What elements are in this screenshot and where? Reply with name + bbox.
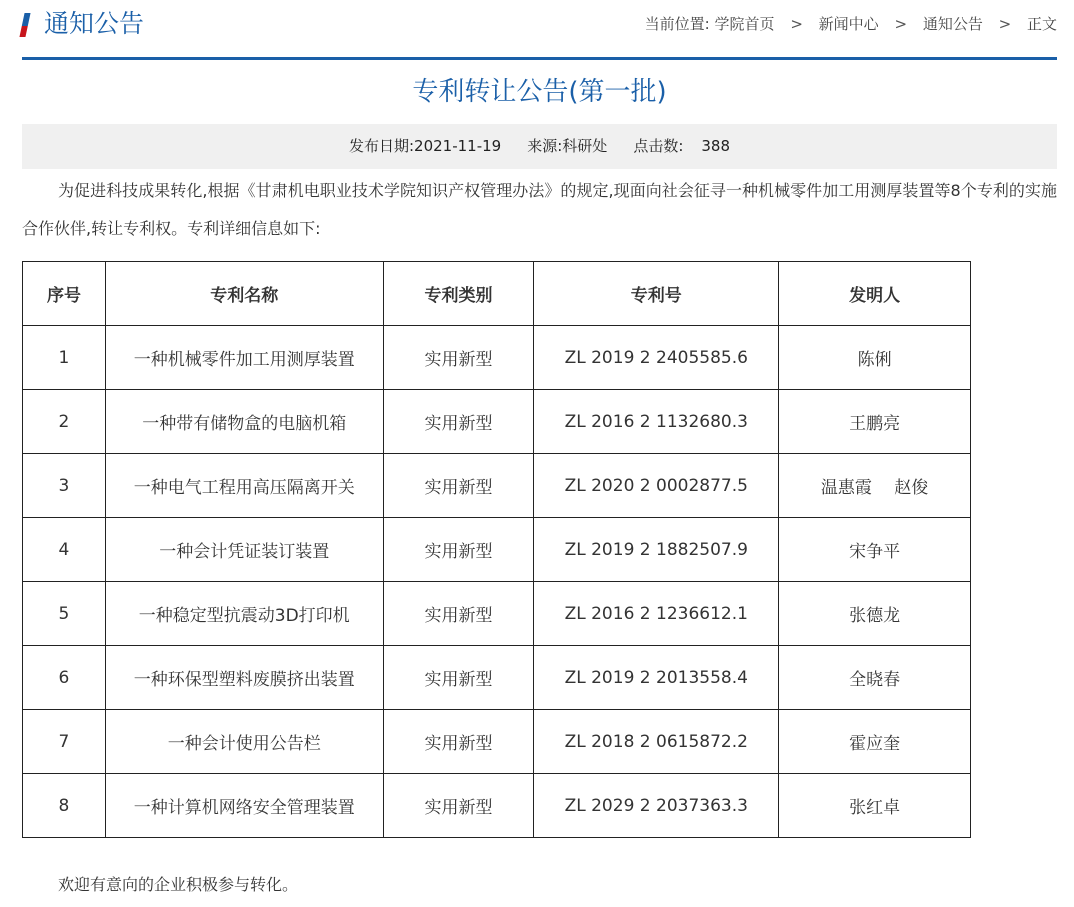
- cell-patent-number: ZL 2029 2 2037363.3: [534, 774, 779, 838]
- breadcrumb-news-link[interactable]: 新闻中心: [818, 15, 879, 33]
- header-inventor: 发明人: [779, 262, 971, 326]
- cell-inventor: 温惠霞 赵俊: [779, 454, 971, 518]
- cell-patent-type: 实用新型: [383, 582, 534, 646]
- cell-patent-name: 一种带有储物盒的电脑机箱: [105, 390, 383, 454]
- cell-inventor: 陈俐: [779, 326, 971, 390]
- breadcrumb-separator: >: [998, 15, 1012, 33]
- table-row: [23, 518, 971, 582]
- table-header-row: [23, 262, 971, 326]
- cell-patent-name: 一种稳定型抗震动3D打印机: [105, 582, 383, 646]
- cell-patent-type: 实用新型: [383, 518, 534, 582]
- cell-inventor: 张红卓: [779, 774, 971, 838]
- table-row: [23, 390, 971, 454]
- section-marker-icon: [19, 13, 30, 37]
- section-title: 通知公告: [44, 9, 145, 38]
- cell-inventor: 张德龙: [779, 582, 971, 646]
- cell-patent-type: 实用新型: [383, 454, 534, 518]
- cell-patent-name: 一种环保型塑料废膜挤出装置: [105, 646, 383, 710]
- cell-patent-number: ZL 2019 2 2013558.4: [534, 646, 779, 710]
- cell-index: 3: [23, 454, 106, 518]
- table-row: [23, 454, 971, 518]
- cell-index: 2: [23, 390, 106, 454]
- article-meta: [22, 124, 1057, 169]
- intro-paragraph: 为促进科技成果转化,根据《甘肃机电职业技术学院知识产权管理办法》的规定,现面向社会征寻一种机械零件加工用测厚装置等8个专利的实施合作伙伴,转让专利权。专利详细信息如下:: [22, 181, 1057, 238]
- cell-inventor: 全晓春: [779, 646, 971, 710]
- cell-patent-type: 实用新型: [383, 390, 534, 454]
- header-patent-name: 专利名称: [105, 262, 383, 326]
- cell-inventor: 王鹏亮: [779, 390, 971, 454]
- date-label: 发布日期:: [348, 137, 415, 155]
- header-index: 序号: [23, 262, 106, 326]
- cell-patent-number: ZL 2020 2 0002877.5: [534, 454, 779, 518]
- header-patent-type: 专利类别: [383, 262, 534, 326]
- cell-patent-type: 实用新型: [383, 646, 534, 710]
- table-row: [23, 710, 971, 774]
- cell-patent-name: 一种计算机网络安全管理装置: [105, 774, 383, 838]
- breadcrumb-home-link[interactable]: 学院首页: [714, 15, 775, 33]
- cell-patent-name: 一种电气工程用高压隔离开关: [105, 454, 383, 518]
- cell-index: 4: [23, 518, 106, 582]
- cell-index: 8: [23, 774, 106, 838]
- breadcrumb-notices-link[interactable]: 通知公告: [922, 15, 983, 33]
- cell-patent-name: 一种会计使用公告栏: [105, 710, 383, 774]
- table-row: [23, 582, 971, 646]
- cell-patent-number: ZL 2018 2 0615872.2: [534, 710, 779, 774]
- article-title: 专利转让公告(第一批): [412, 77, 667, 107]
- cell-index: 7: [23, 710, 106, 774]
- cell-patent-number: ZL 2016 2 1236612.1: [534, 582, 779, 646]
- cell-patent-number: ZL 2016 2 1132680.3: [534, 390, 779, 454]
- header-patent-number: 专利号: [534, 262, 779, 326]
- click-count: 388: [701, 137, 731, 155]
- breadcrumb-separator: >: [790, 15, 803, 33]
- patent-table: [22, 261, 971, 838]
- source-value: 科研处: [562, 137, 608, 155]
- cell-inventor: 宋争平: [779, 518, 971, 582]
- cell-patent-name: 一种机械零件加工用测厚装置: [105, 326, 383, 390]
- breadcrumb: [645, 12, 1057, 36]
- publish-date: 2021-11-19: [414, 137, 502, 155]
- table-row: [23, 774, 971, 838]
- breadcrumb-separator: >: [894, 15, 908, 33]
- cell-inventor: 霍应奎: [779, 710, 971, 774]
- cell-index: 1: [23, 326, 106, 390]
- cell-patent-name: 一种会计凭证装订装置: [105, 518, 383, 582]
- source-label: 来源:: [527, 137, 563, 155]
- table-row: [23, 326, 971, 390]
- cell-patent-number: ZL 2019 2 2405585.6: [534, 326, 779, 390]
- table-row: [23, 646, 971, 710]
- closing-paragraph: 欢迎有意向的企业积极参与转化。: [58, 875, 299, 894]
- cell-patent-number: ZL 2019 2 1882507.9: [534, 518, 779, 582]
- breadcrumb-current: 正文: [1026, 15, 1057, 33]
- cell-patent-type: 实用新型: [383, 326, 534, 390]
- page-header: [22, 0, 1057, 60]
- cell-patent-type: 实用新型: [383, 710, 534, 774]
- cell-index: 6: [23, 646, 106, 710]
- breadcrumb-prefix: 当前位置:: [644, 15, 710, 33]
- cell-index: 5: [23, 582, 106, 646]
- cell-patent-type: 实用新型: [383, 774, 534, 838]
- clicks-label: 点击数:: [633, 137, 684, 155]
